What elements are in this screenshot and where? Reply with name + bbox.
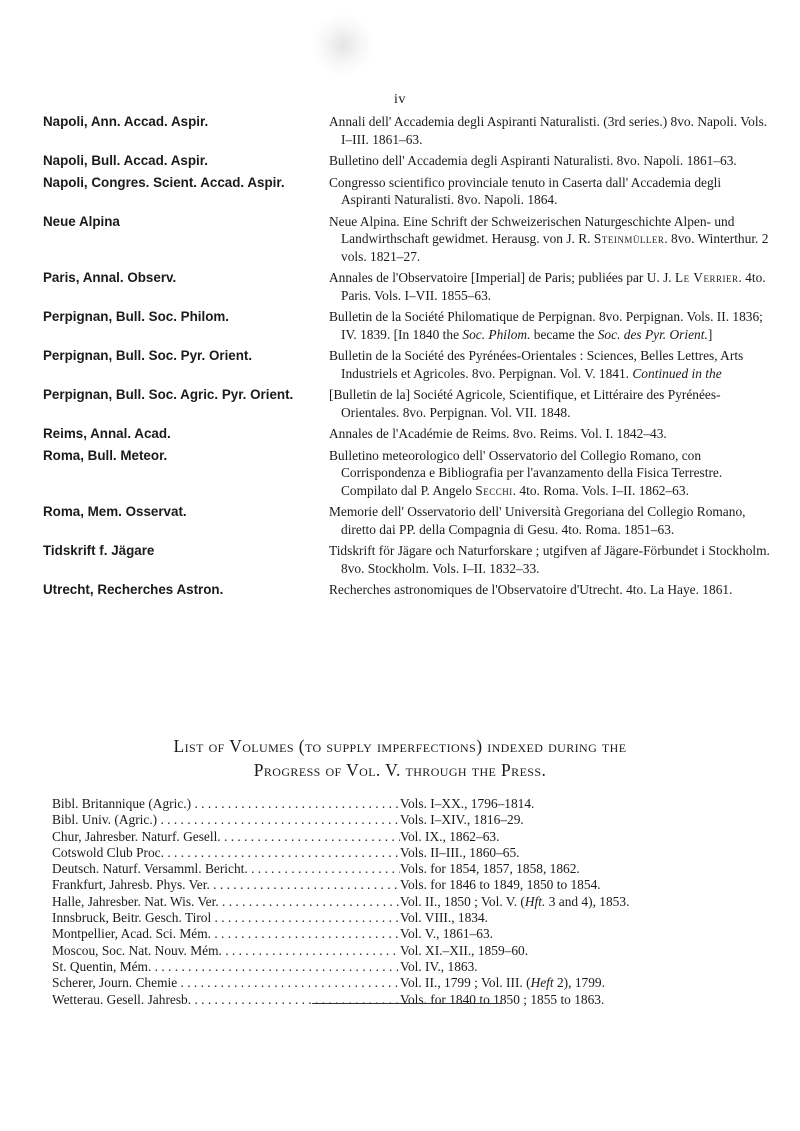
editor-name: Le Verrier [675,270,739,285]
desc-text: . 8vo. Winterthur. 2 vols. 1821–27. [341,231,769,264]
source-title: Deutsch. Naturf. Versamml. Bericht. . . . [52,861,400,877]
volumes-range: Vols. for 1854, 1857, 1858, 1862. [400,861,580,877]
table-row [52,926,772,942]
table-row [52,796,772,812]
list-item [0,174,800,209]
table-row [52,877,772,893]
volumes-range: Vol. XI.–XII., 1859–60. [400,942,529,958]
entry-description: Memorie dell' Osservatorio dell' Università Gregoriana del Collegio Romano, diretto dai PP. della Compagnia di Gesu. 4to. Roma. 1851–63. [329,504,746,537]
table-row [52,861,772,877]
entry-description: Congresso scientifico provinciale tenuto in Caserta dall' Accademia degli Aspiranti Naturalisti. 8vo. Napoli. 1864. [329,174,722,207]
entry-description [329,447,773,500]
desc-text: Annales de l'Observatoire [Imperial] de Paris; publiées par U. J. [329,270,675,285]
entry-description [329,213,773,266]
closing-rule [312,1003,502,1004]
entry-description: Annales de l'Académie de Reims. 8vo. Reims. Vol. I. 1842–43. [329,426,667,441]
entry-abbreviation: Perpignan, Bull. Soc. Pyr. Orient. [43,348,253,363]
table-row [52,845,772,861]
source-title: Scherer, Journ. Chemie . . . [52,975,400,991]
entry-abbreviation: Napoli, Bull. Accad. Aspir. [43,153,208,168]
entry-description: Bulletino dell' Accademia degli Aspiranti Naturalisti. 8vo. Napoli. 1861–63. [329,153,737,168]
entry-abbreviation: Napoli, Ann. Accad. Aspir. [43,114,209,129]
entry-description [329,347,773,382]
desc-italic: Continued in the [632,365,722,381]
heading-line: List of Volumes (to supply imperfections) indexed during the [173,736,627,756]
entry-description: [Bulletin de la] Société Agricole, Scientifique, et Littéraire des Pyrénées-Orientales. 8vo. Perpignan. Vol. VII. 1848. [329,387,721,420]
source-title: Bibl. Britannique (Agric.) . . . [52,796,400,812]
volumes-range: Vols. II–III., 1860–65. [400,844,520,860]
list-item [0,503,800,538]
source-title: St. Quentin, Mém. . . . [52,959,400,975]
vols-text: Vol. II., 1799 ; Vol. III. ( [400,975,531,991]
list-item [0,152,800,170]
entry-abbreviation: Napoli, Congres. Scient. Accad. Aspir. [43,174,285,190]
source-title: Wetterau. Gesell. Jahresb. . . . [52,992,400,1008]
list-item [0,347,800,382]
desc-text: . 4to. Paris. Vols. I–VII. 1855–63. [341,270,766,303]
paper-stain [312,14,374,76]
source-title: Bibl. Univ. (Agric.) . . . [52,812,400,828]
desc-text: Bulletin de la Société Philomatique de Perpignan. 8vo. Perpignan. Vols. II. 1836; IV. 1839. [In 1840 the [329,309,763,342]
source-title: Cotswold Club Proc. . . . [52,845,400,861]
entry-description: Tidskrift för Jägare och Naturforskare ; utgifven af Jägare-Förbundet i Stockholm. 8vo. Stockholm. Vols. I–II. 1832–33. [329,543,770,576]
vols-italic: Heft [530,975,554,991]
table-row [52,975,772,991]
desc-text: . 4to. Roma. Vols. I–II. 1862–63. [512,482,689,498]
vols-text: Vol. II., 1850 ; Vol. V. ( [400,893,525,909]
section-heading [0,734,800,782]
page-number: iv [394,92,406,107]
volumes-range: Vol. V., 1861–63. [400,926,494,942]
table-row [52,894,772,910]
entry-abbreviation: Perpignan, Bull. Soc. Philom. [43,309,230,324]
entry-abbreviation: Tidskrift f. Jägare [43,543,155,558]
list-item [0,542,800,577]
entry-description: Annali dell' Accademia degli Aspiranti Naturalisti. (3rd series.) 8vo. Napoli. Vols. I–III. 1861–63. [329,114,768,147]
desc-text: Bulletino meteorologico dell' Osservatorio del Collegio Romano, con Corrispondenza e Bibliografia per l'avanzamento della Fisica Terrestre. Compilato dal P. Angelo [329,447,723,498]
source-title: Innsbruck, Beitr. Gesch. Tirol . . . [52,910,400,926]
volumes-range: Vols. I–XIV., 1816–29. [400,812,524,828]
heading-line: Progress of Vol. V. through the Press. [253,760,547,780]
desc-text: ] [707,326,713,342]
entry-description [329,308,773,343]
vols-text: 3 and 4), 1853. [545,893,630,909]
desc-italic: Soc. Philom. [462,326,531,342]
list-item [0,213,800,266]
entry-abbreviation: Roma, Bull. Meteor. [43,447,168,463]
table-row [52,829,772,845]
table-row [52,959,772,975]
volumes-range [400,894,772,910]
entry-abbreviation: Roma, Mem. Osservat. [43,504,187,519]
source-title: Moscou, Soc. Nat. Nouv. Mém. . . . [52,943,400,959]
table-row [52,910,772,926]
source-title: Chur, Jahresber. Naturf. Gesell. . . . [52,829,400,845]
list-item [0,425,800,443]
table-row [52,992,772,1008]
desc-text: Bulletin de la Société des Pyrénées-Orientales : Sciences, Belles Lettres, Arts Industriels et Agricoles. 8vo. Perpignan. Vol. V. 1841. [329,348,744,381]
desc-text: Neue Alpina. Eine Schrift der Schweizerischen Naturgeschichte Alpen- und Landwirthschaft gewidmet. Herausg. von J. R. [329,213,735,246]
abbreviation-list [0,113,800,603]
vols-text: 2), 1799. [553,975,605,991]
volumes-range: Vols. I–XX., 1796–1814. [400,796,535,811]
editor-name: Secchi [475,482,513,498]
entry-abbreviation: Utrecht, Recherches Astron. [43,582,224,597]
entry-description: Recherches astronomiques de l'Observatoire d'Utrecht. 4to. La Haye. 1861. [329,582,733,597]
table-row [52,812,772,828]
vols-italic: Hft. [524,893,546,909]
table-row [52,943,772,959]
volumes-range: Vol. IV., 1863. [400,958,478,974]
desc-italic: Soc. des Pyr. Orient. [597,326,708,342]
editor-name: Steinmüller [593,231,665,246]
entry-abbreviation: Perpignan, Bull. Soc. Agric. Pyr. Orient. [43,387,294,402]
list-item [0,447,800,500]
list-item [0,269,800,304]
list-item [0,113,800,148]
desc-text: became the [530,326,598,342]
entry-abbreviation: Paris, Annal. Observ. [43,270,177,285]
entry-abbreviation: Reims, Annal. Acad. [43,426,171,441]
list-item [0,386,800,421]
volumes-range: Vol. IX., 1862–63. [400,828,500,844]
source-title: Halle, Jahresber. Nat. Wis. Ver. . . . [52,894,400,910]
volumes-range: Vol. VIII., 1834. [400,910,489,926]
volumes-range [400,975,772,991]
source-title: Montpellier, Acad. Sci. Mém. . . . [52,926,400,942]
volumes-range: Vols. for 1840 to 1850 ; 1855 to 1863. [400,991,605,1007]
list-item [0,308,800,343]
volumes-range: Vols. for 1846 to 1849, 1850 to 1854. [400,877,601,893]
source-title: Frankfurt, Jahresb. Phys. Ver. . . . [52,877,400,893]
entry-description [329,269,773,304]
list-item [0,581,800,599]
volumes-list [52,796,772,1008]
entry-abbreviation: Neue Alpina [43,213,120,229]
